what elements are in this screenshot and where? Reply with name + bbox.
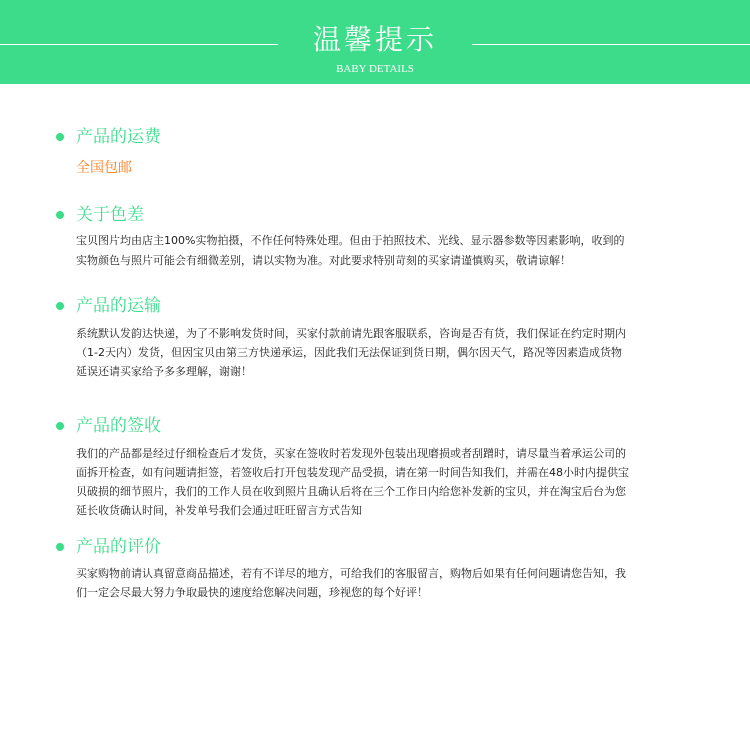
section-shipping bbox=[0, 293, 750, 378]
page-subtitle: BABY DETAILS bbox=[336, 63, 414, 75]
paragraph-line: 贝破损的细节照片，我们的工作人员在收到照片且确认后将在三个工作日内给您补发新的宝贝，并在淘宝后台为您 bbox=[76, 485, 626, 498]
section-heading bbox=[0, 202, 750, 228]
section-heading bbox=[0, 413, 750, 439]
section-reviews bbox=[0, 534, 750, 599]
section-title: 产品的运费 bbox=[76, 127, 161, 147]
bullet-dot-icon bbox=[56, 133, 64, 141]
bullet-dot-icon bbox=[56, 211, 64, 219]
paragraph-line: 面拆开检查，如有问题请拒签，若签收后打开包装发现产品受损，请在第一时间告知我们，并需在48小时内提供宝 bbox=[76, 466, 629, 479]
bullet-dot-icon bbox=[56, 422, 64, 430]
paragraph-line: 买家购物前请认真留意商品描述，若有不详尽的地方，可给我们的客服留言，购物后如果有任何问题请您告知，我 bbox=[76, 567, 626, 580]
section-receipt bbox=[0, 413, 750, 517]
paragraph-line: 延误还请买家给予多多理解，谢谢！ bbox=[76, 365, 252, 378]
paragraph-line: （1-2天内）发货，但因宝贝由第三方快递承运，因此我们无法保证到货日期，偶尔因天气，路况等因素造成货物 bbox=[76, 346, 622, 359]
section-title: 产品的签收 bbox=[76, 416, 161, 436]
header-banner bbox=[0, 0, 750, 84]
page-title: 温馨提示 bbox=[312, 23, 437, 56]
section-heading bbox=[0, 293, 750, 319]
section-color-difference bbox=[0, 202, 750, 267]
paragraph-line: 延长收货确认时间，补发单号我们会通过旺旺留言方式告知 bbox=[76, 504, 362, 517]
section-heading bbox=[0, 534, 750, 560]
section-shipping-cost bbox=[0, 124, 750, 176]
section-title: 产品的运输 bbox=[76, 296, 161, 316]
paragraph-line: 们一定会尽最大努力争取最快的速度给您解决问题，珍视您的每个好评！ bbox=[76, 586, 428, 599]
section-heading bbox=[0, 124, 750, 150]
paragraph-line: 我们的产品都是经过仔细检查后才发货，买家在签收时若发现外包装出现磨损或者刮蹭时，请尽量当着承运公司的 bbox=[76, 447, 626, 460]
section-title: 产品的评价 bbox=[76, 537, 161, 557]
bullet-dot-icon bbox=[56, 543, 64, 551]
paragraph-line: 宝贝图片均由店主100%实物拍摄，不作任何特殊处理。但由于拍照技术、光线、显示器参数等因素影响，收到的 bbox=[76, 234, 625, 247]
free-shipping-note: 全国包邮 bbox=[76, 160, 132, 176]
section-title: 关于色差 bbox=[76, 205, 144, 225]
paragraph-line: 实物颜色与照片可能会有细微差别，请以实物为准。对此要求特别苛刻的买家请谨慎购买，敬请谅解！ bbox=[76, 254, 571, 267]
bullet-dot-icon bbox=[56, 302, 64, 310]
paragraph-line: 系统默认发韵达快递，为了不影响发货时间，买家付款前请先跟客服联系，咨询是否有货，我们保证在约定时期内 bbox=[76, 327, 626, 340]
